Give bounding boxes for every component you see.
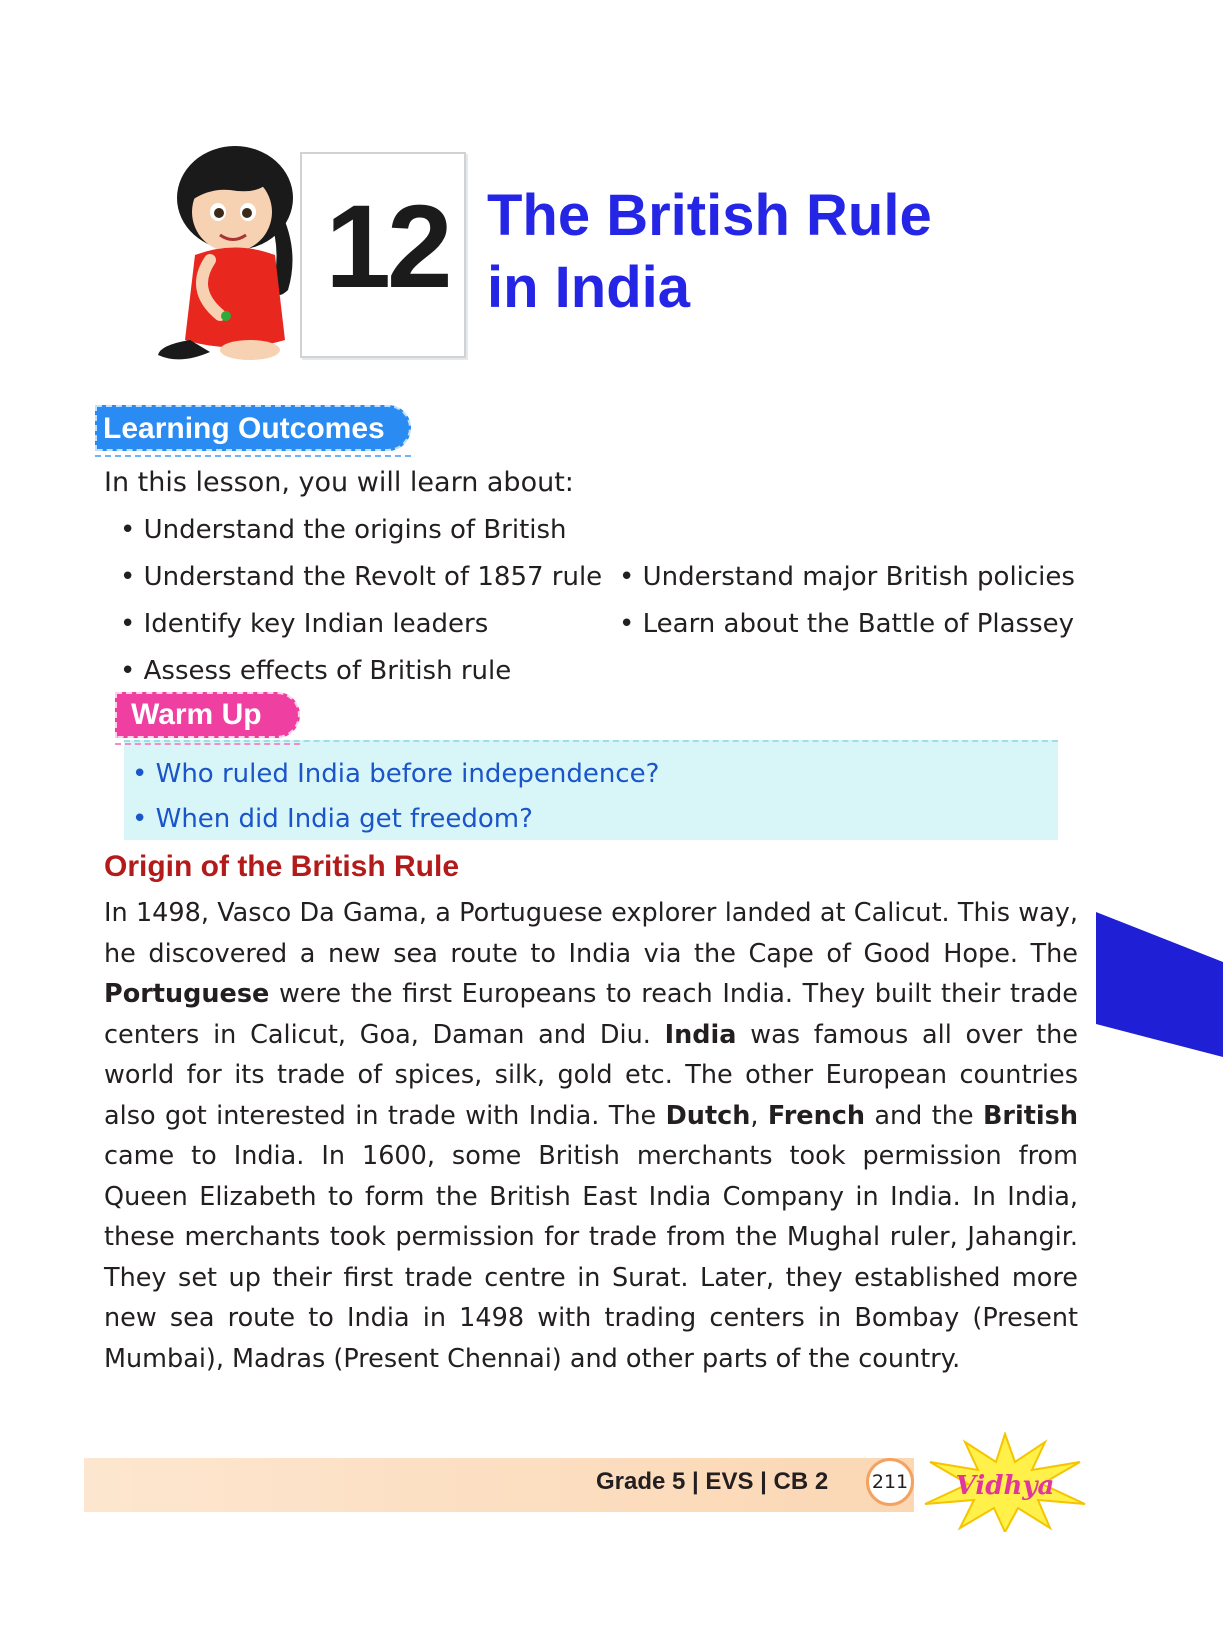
term-dutch: Dutch [665, 1100, 751, 1131]
warm-up-underline [115, 743, 300, 745]
term-british: British [982, 1100, 1078, 1131]
girl-illustration [150, 140, 320, 370]
outcome-item: • Identify key Indian leaders [120, 604, 488, 644]
warm-up-badge [115, 692, 300, 738]
vidhya-logo [920, 1432, 1090, 1532]
warm-up-label: Warm Up [131, 698, 262, 731]
learning-outcomes-label: Learning Outcomes [103, 412, 385, 445]
page-number: 211 [866, 1458, 914, 1506]
learning-outcomes-badge [95, 405, 411, 451]
outcome-item: • Assess effects of British rule [120, 651, 511, 691]
outcome-item: • Understand the origins of British [120, 510, 567, 550]
footer-grade-subject: Grade 5 | EVS | CB 2 [596, 1468, 829, 1495]
term-french: French [767, 1100, 865, 1131]
term-portuguese: Portuguese [104, 979, 270, 1009]
term-india: India [664, 1019, 737, 1050]
side-tab-marker [1096, 912, 1223, 1057]
section-paragraph: In 1498, Vasco Da Gama, a Portuguese explorer landed at Calicut. This way, he discovered a new sea route to India via the Cape of Good Hope. The Portuguese were the first Europeans to reach India. They built their trade centers in Calicut, Goa, Daman and Diu. India was famous all over the world for its trade of spices, silk, gold etc. The other European countries also got interested in trade with India. The Dutch, French and the British came to India. In 1600, some British merchants took permission from Queen Elizabeth to form the British East India Company in India. In India, these merchants took permission for trade from the Mughal ruler, Jahangir. They set up their first trade centre in Surat. Later, they established more new sea route to India in 1498 with trading centers in Bombay (Present Mumbai), Madras (Present Chennai) and other parts of the country. [104, 898, 1078, 1374]
warm-up-question: • Who ruled India before independence? [132, 752, 659, 796]
section-heading: Origin of the British Rule [104, 850, 460, 883]
chapter-title-line-1: The British Rule [487, 183, 932, 248]
warm-up-question: • When did India get freedom? [132, 797, 533, 841]
chapter-title [487, 180, 1007, 324]
learning-outcomes-underline [95, 455, 411, 457]
learning-outcomes-intro: In this lesson, you will learn about: [104, 467, 574, 498]
outcome-item: • Understand the Revolt of 1857 rule [120, 557, 602, 597]
chapter-number: 12 [325, 181, 449, 313]
warm-up-box [124, 740, 1058, 840]
logo-text: Vidhya [955, 1471, 1055, 1501]
outcome-item: • Understand major British policies [619, 557, 1075, 597]
outcome-item: • Learn about the Battle of Plassey [619, 604, 1074, 644]
chapter-title-line-2: in India [487, 255, 690, 320]
